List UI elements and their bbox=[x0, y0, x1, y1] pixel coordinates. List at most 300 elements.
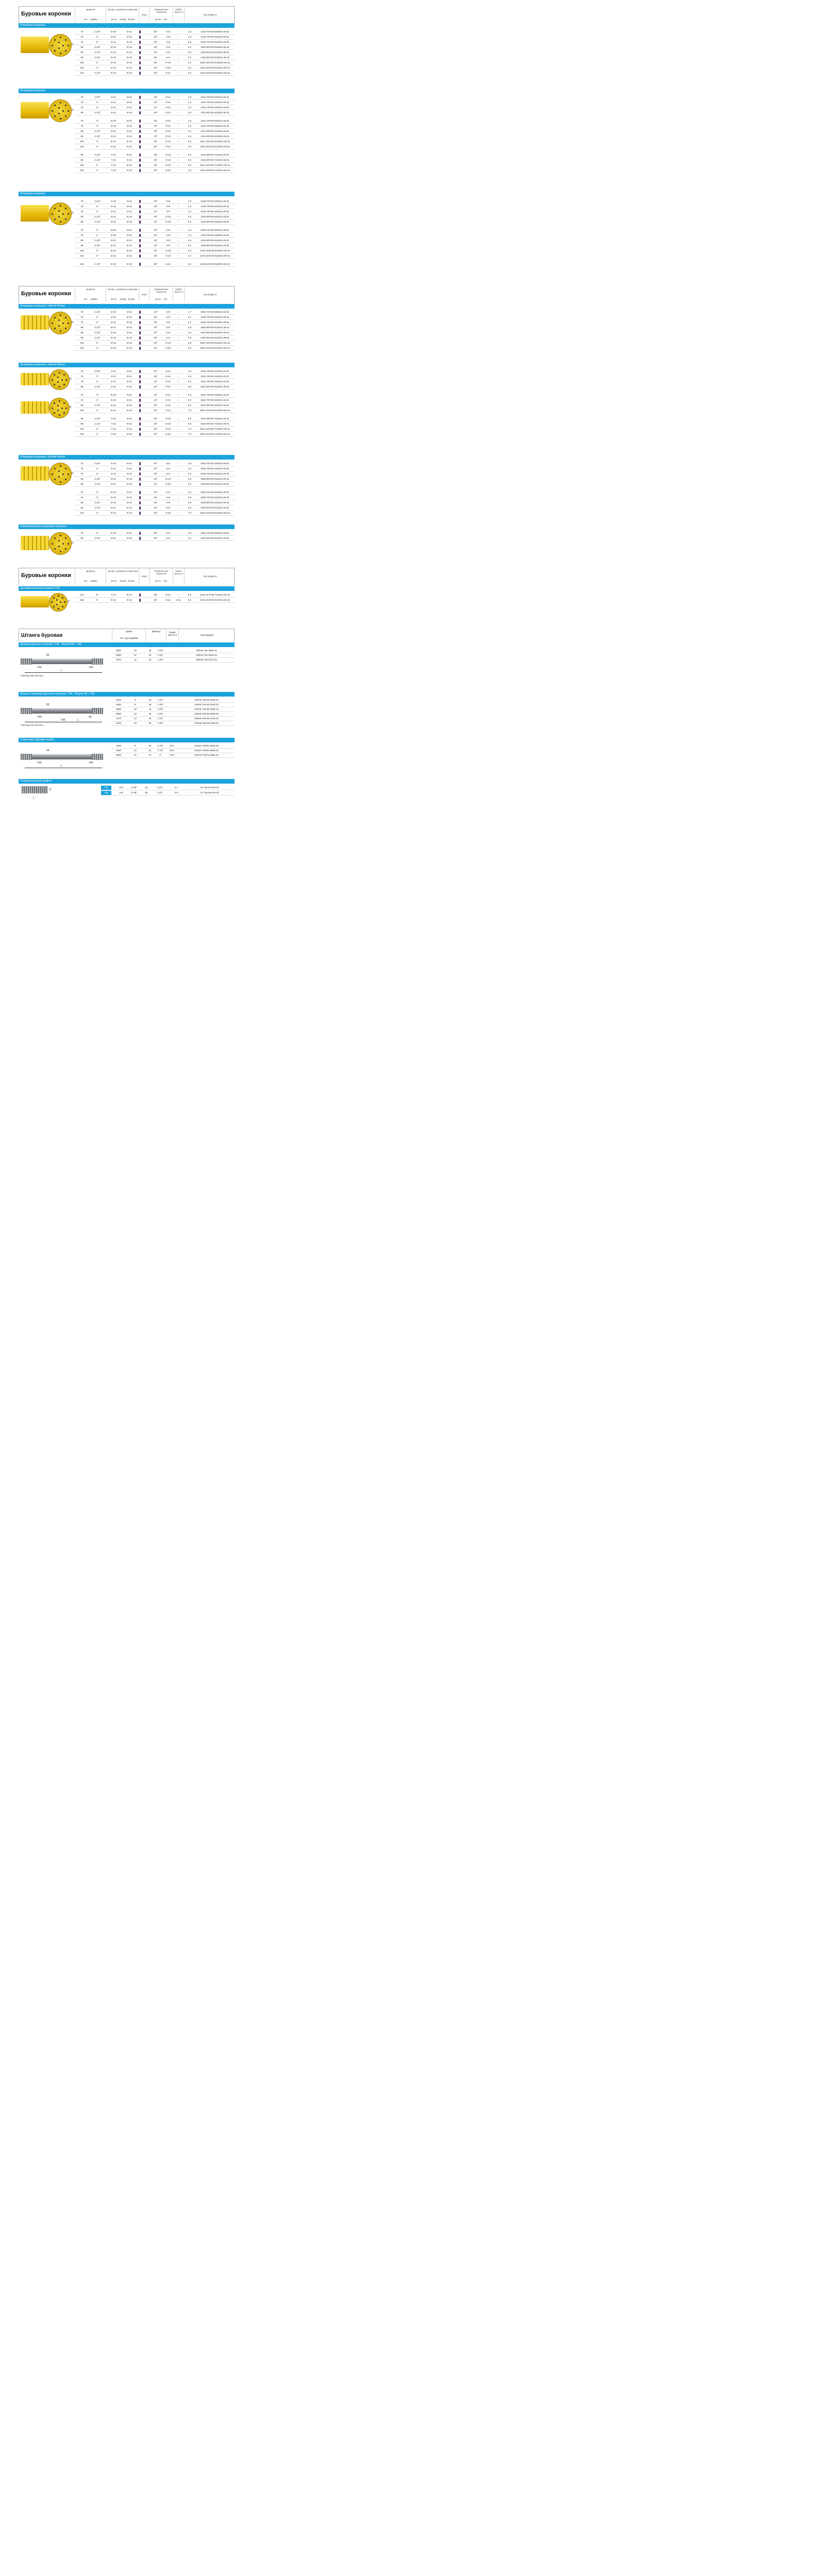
table-row bbox=[74, 369, 235, 374]
cell: 1432-102T45-513/814-45-31 bbox=[199, 66, 230, 69]
cell: 4×10 bbox=[165, 347, 171, 349]
cell: 3" bbox=[96, 210, 99, 213]
cell: – bbox=[177, 229, 179, 231]
table-row bbox=[74, 315, 235, 320]
cell: 115 bbox=[80, 263, 84, 265]
cell: – bbox=[177, 404, 179, 406]
cell: – bbox=[177, 501, 179, 504]
cell: 31-T45-63-210-23 bbox=[200, 786, 219, 789]
cell: 4.8 bbox=[188, 336, 192, 339]
cell: 3×8 bbox=[166, 200, 170, 202]
cell: 1632-76T45-610/811-45-51 bbox=[201, 532, 229, 534]
cell: 5×13 bbox=[110, 331, 116, 334]
table-row bbox=[74, 228, 235, 233]
button-shape-icon bbox=[139, 164, 141, 167]
cell: 4×11 bbox=[110, 375, 116, 378]
cell: 2×11 bbox=[165, 370, 171, 372]
button-shape-icon bbox=[139, 370, 141, 373]
cell: 8×11 bbox=[126, 125, 132, 127]
table-row bbox=[74, 168, 235, 173]
cell: – bbox=[177, 56, 179, 59]
cell: 4" bbox=[96, 342, 99, 344]
cell: 210 bbox=[119, 791, 123, 794]
drill-bit-image: D bbox=[21, 461, 72, 486]
cell: 6100 bbox=[115, 722, 121, 724]
cell: 1433-89T45-611/812-45-51 bbox=[201, 244, 229, 247]
cell: 4.0 bbox=[188, 164, 192, 166]
cell: 3.3 bbox=[188, 496, 192, 499]
cell: 35° bbox=[154, 321, 158, 324]
cell: 3" bbox=[96, 41, 99, 43]
cell: 2.5 bbox=[188, 532, 192, 534]
cell: 6×10 bbox=[110, 125, 116, 127]
table-row bbox=[74, 320, 235, 325]
cell: 1433-89T45-511/613-45-51 bbox=[201, 221, 229, 223]
cell: 70 bbox=[80, 200, 84, 202]
cell: 9×14 bbox=[110, 599, 116, 601]
cell: 3.1 bbox=[188, 316, 192, 318]
cell: 3 1/2" bbox=[94, 506, 101, 509]
table-header-2 bbox=[19, 286, 235, 303]
table-row bbox=[74, 219, 235, 225]
cell: – bbox=[177, 506, 179, 509]
cell: 2.7 bbox=[188, 311, 192, 313]
cell: 8×12 bbox=[126, 244, 132, 247]
cell: 1830 bbox=[115, 703, 121, 706]
cell: 3" bbox=[96, 532, 99, 534]
table-row bbox=[74, 144, 235, 149]
table-row bbox=[74, 45, 235, 50]
cell: 89 bbox=[80, 336, 84, 339]
cell: 3.2 bbox=[188, 154, 192, 156]
cell: 89 bbox=[80, 501, 84, 504]
cell: 3×10 bbox=[165, 428, 171, 430]
cell: 4×9 bbox=[166, 537, 170, 539]
table-row bbox=[111, 649, 235, 653]
cell: 5.0 bbox=[188, 404, 192, 406]
cell: 6×11 bbox=[126, 462, 132, 465]
cell: 1533-89T45-611/812-45-51 bbox=[201, 506, 229, 509]
cell: 35° bbox=[154, 594, 158, 596]
cell: 9×13 bbox=[126, 433, 132, 435]
cell: – bbox=[177, 96, 179, 98]
col-diameter-3: Диаметр mm дюймы bbox=[75, 568, 106, 584]
cell: 35° bbox=[154, 46, 158, 48]
button-shape-icon bbox=[139, 501, 141, 504]
cell: 2×12 bbox=[165, 130, 171, 132]
cell: 40° bbox=[154, 106, 158, 109]
button-shape-icon bbox=[139, 594, 141, 597]
table-row bbox=[111, 744, 235, 749]
cell: 8×14 bbox=[126, 599, 132, 601]
cell: 6×10 bbox=[110, 491, 116, 494]
cell: 6.2 bbox=[188, 263, 192, 265]
cell: 1531-89T45-413/813-45-31 bbox=[200, 385, 230, 388]
cell: 2×11 bbox=[165, 106, 171, 109]
cell: 4×10 bbox=[165, 61, 171, 64]
cell: 35° bbox=[154, 169, 158, 172]
table-row bbox=[74, 490, 235, 495]
cell: 35° bbox=[154, 491, 158, 494]
cell: 4×11 bbox=[110, 370, 116, 372]
cell: 8×12 bbox=[126, 135, 132, 138]
table-row bbox=[74, 50, 235, 55]
cell: 10' bbox=[133, 708, 137, 710]
cell: 12' bbox=[133, 754, 137, 756]
cell: 8×11 bbox=[126, 120, 132, 122]
cell: 3×10 bbox=[165, 483, 171, 485]
cell: 1533-70T45-410/611-45-31 bbox=[201, 462, 229, 465]
cell: 76 bbox=[80, 496, 84, 499]
button-shape-icon bbox=[139, 467, 141, 470]
table-row bbox=[74, 105, 235, 110]
cell: 6×13 bbox=[126, 221, 132, 223]
cell: 3.2 bbox=[188, 221, 192, 223]
cell: 8×12 bbox=[126, 316, 132, 318]
cell: 7.0 bbox=[188, 433, 192, 435]
cell: 64 bbox=[148, 744, 152, 747]
button-shape-icon bbox=[139, 336, 141, 340]
cell: 4×9 bbox=[166, 326, 170, 329]
cell: 35° bbox=[154, 239, 158, 242]
cell: 1 3/4" bbox=[157, 658, 163, 661]
cell: 35° bbox=[154, 154, 158, 156]
cell: – bbox=[177, 244, 179, 247]
cell: – bbox=[177, 255, 179, 257]
table-row bbox=[111, 721, 235, 726]
cell: 102 bbox=[80, 512, 84, 514]
cell: 4.0 bbox=[188, 169, 192, 172]
cell: 7×11 bbox=[110, 159, 116, 161]
dimension-label: L bbox=[77, 719, 79, 722]
table-row bbox=[74, 403, 235, 408]
dimension-label: 46 bbox=[46, 654, 49, 657]
cell: 8×13 bbox=[126, 51, 132, 54]
block-band: Штыревая коронка bbox=[19, 89, 235, 93]
cell: 4×9 bbox=[166, 336, 170, 339]
cell: 3.2 bbox=[188, 130, 192, 132]
dimension-label: D bbox=[49, 788, 52, 791]
cell: 4.4 bbox=[188, 61, 192, 64]
cell: 4×8 bbox=[166, 229, 170, 231]
cell: 3×9 bbox=[166, 467, 170, 470]
cell: – bbox=[177, 205, 179, 208]
cell: 3" bbox=[96, 399, 99, 401]
cell: 3.2 bbox=[188, 244, 192, 247]
cell: – bbox=[177, 111, 179, 114]
cell: 8×12 bbox=[126, 130, 132, 132]
button-shape-icon bbox=[139, 428, 141, 431]
cell: 24R46-T45-65-3050-23 bbox=[194, 708, 219, 710]
cell: 6×12 bbox=[110, 512, 116, 514]
cell: 1533-102T45-612/813-45-31 bbox=[199, 512, 230, 514]
cell: 35° bbox=[154, 205, 158, 208]
cell: 24R46-T45-65-3660-23 bbox=[194, 713, 219, 715]
cell: 3×8 bbox=[166, 472, 170, 475]
cell: 40° bbox=[154, 380, 158, 383]
cell: 8×12 bbox=[126, 537, 132, 539]
cell: 6×12 bbox=[110, 409, 116, 412]
cell: 6×11 bbox=[110, 239, 116, 242]
cell: 3.3 bbox=[188, 394, 192, 396]
button-shape-icon bbox=[139, 111, 141, 114]
table-row bbox=[74, 466, 235, 471]
cell: 3 1/2" bbox=[94, 239, 101, 242]
cell: 4×9 bbox=[166, 331, 170, 334]
cell: 23R46-T45-3660-23 bbox=[196, 654, 217, 656]
cell: 5.0 bbox=[188, 483, 192, 485]
cell: 4.0 bbox=[188, 145, 192, 148]
button-shape-icon bbox=[139, 599, 141, 602]
cell: 23R46-T45-3050-23 bbox=[196, 649, 217, 652]
cell: 3×10 bbox=[165, 159, 171, 161]
cell: 4×8 bbox=[166, 36, 170, 38]
cell: 8×11 bbox=[126, 106, 132, 109]
cell: 102 bbox=[80, 145, 84, 148]
drill-rod-image bbox=[25, 659, 102, 664]
cell: 2.3 bbox=[188, 205, 192, 208]
table-row bbox=[74, 163, 235, 168]
button-shape-icon bbox=[139, 263, 141, 266]
button-shape-icon bbox=[139, 101, 141, 104]
cell: 79.9 bbox=[170, 754, 174, 756]
table-row bbox=[74, 199, 235, 204]
cell: 6×11 bbox=[126, 491, 132, 494]
cell: 12' bbox=[133, 654, 137, 656]
table-header bbox=[19, 6, 235, 24]
table-row bbox=[74, 511, 235, 516]
cell: 2×13 bbox=[165, 409, 171, 412]
cell: 2 3/4" bbox=[94, 30, 101, 33]
cell: 1.9 bbox=[188, 96, 192, 98]
cell: 40° bbox=[154, 51, 158, 54]
cell: 12' bbox=[133, 713, 137, 715]
button-shape-icon bbox=[139, 244, 141, 247]
cell: – bbox=[177, 41, 179, 43]
cell: 5.0 bbox=[188, 501, 192, 504]
cell: 2×11 bbox=[165, 399, 171, 401]
cell: 35° bbox=[154, 140, 158, 143]
cell: 8×13 bbox=[126, 140, 132, 143]
cell: – bbox=[177, 145, 179, 148]
cell: 76 bbox=[80, 36, 84, 38]
table-row bbox=[74, 233, 235, 238]
cell: 6.8 bbox=[188, 347, 192, 349]
cell: – bbox=[177, 370, 179, 372]
table-row bbox=[74, 214, 235, 219]
cell: 24G64-T45/64-3660-23 bbox=[194, 749, 219, 752]
cell: 1 3/4" bbox=[157, 708, 163, 710]
cell: 4×11 bbox=[110, 467, 116, 470]
cell: 4×10 bbox=[165, 512, 171, 514]
cell: 1432-89T45-512/812-45-31 bbox=[200, 56, 230, 59]
cell: 35° bbox=[154, 409, 158, 412]
button-shape-icon bbox=[139, 61, 141, 64]
button-shape-icon bbox=[139, 394, 141, 397]
cell: 64 bbox=[148, 749, 152, 752]
cell: 2.9 bbox=[188, 370, 192, 372]
cell: 4" bbox=[96, 409, 99, 412]
cell: 6×13 bbox=[126, 483, 132, 485]
cell: 3 1/2" bbox=[94, 326, 101, 329]
table-row bbox=[111, 749, 235, 753]
cell: 66 bbox=[145, 791, 148, 794]
button-shape-icon bbox=[139, 483, 141, 486]
cell: 1433-89T45-511/613-45-31 bbox=[201, 215, 229, 218]
rod-band: Штанга круглого сечения, T45 - Round 46 - T45 bbox=[19, 642, 235, 647]
cell: 2.3 bbox=[188, 125, 192, 127]
cell: 35° bbox=[154, 347, 158, 349]
cell: 4×11 bbox=[110, 385, 116, 388]
table-row bbox=[74, 35, 235, 40]
cell: 8×12 bbox=[126, 41, 132, 43]
cell: 6×11 bbox=[126, 229, 132, 231]
rods-title: Штанга буровая bbox=[21, 633, 63, 638]
cell: – bbox=[177, 512, 179, 514]
cell: 35° bbox=[154, 537, 158, 539]
button-shape-icon bbox=[139, 145, 141, 148]
rod-band: Стартовая буровая труба bbox=[19, 738, 235, 742]
cell: 76 bbox=[80, 41, 84, 43]
cell: 3" bbox=[96, 36, 99, 38]
table-row bbox=[111, 712, 235, 717]
cell: 6×11 bbox=[110, 404, 116, 406]
cell: 1531-102T45-612/813-45-31 bbox=[199, 409, 230, 412]
cell: 3×9 bbox=[166, 205, 170, 208]
cell: 6' bbox=[134, 744, 137, 747]
cell: 210 bbox=[119, 786, 123, 789]
cell: 45 bbox=[148, 649, 152, 652]
cell: 6×10 bbox=[110, 496, 116, 499]
cell: 4×8 bbox=[166, 532, 170, 534]
cell: 3" bbox=[96, 375, 99, 378]
cell: 6×13 bbox=[126, 215, 132, 218]
cell: 35° bbox=[154, 263, 158, 265]
cell: 6×11 bbox=[126, 467, 132, 470]
button-shape-icon bbox=[139, 433, 141, 436]
cell: – bbox=[177, 433, 179, 435]
cell: 3×8 bbox=[166, 462, 170, 465]
cell: 8×14 bbox=[126, 594, 132, 596]
cell: 35° bbox=[154, 404, 158, 406]
cell: 4×11 bbox=[110, 111, 116, 114]
cell: 1431-102T45-712/912-45-31 bbox=[199, 164, 230, 166]
cell: 1433-76T45-411/611-45-31 bbox=[201, 205, 229, 208]
cell: 35° bbox=[154, 501, 158, 504]
cell: 8×12 bbox=[126, 336, 132, 339]
cell: 89 bbox=[80, 56, 84, 59]
rods-col-code: Код продукта bbox=[178, 629, 236, 641]
cell: – bbox=[177, 200, 179, 202]
table-row bbox=[111, 707, 235, 712]
bits-section-1 bbox=[19, 6, 235, 24]
cell: – bbox=[177, 249, 179, 252]
cell: 102 bbox=[80, 428, 84, 430]
cell: 3 1/2" bbox=[94, 159, 101, 161]
cell: 8×11 bbox=[126, 234, 132, 236]
cell: 35° bbox=[154, 66, 158, 69]
table-row bbox=[74, 598, 235, 603]
cell: 3×10 bbox=[165, 154, 171, 156]
drill-bit-image: D bbox=[21, 369, 72, 389]
cell: 2×13 bbox=[165, 140, 171, 143]
button-shape-icon bbox=[139, 478, 141, 481]
cell: 1 3/4" bbox=[157, 654, 163, 656]
cell: 1431-76T45-610/811-45-51 bbox=[201, 125, 229, 127]
cell: 8×11 bbox=[126, 30, 132, 33]
cell: 1431-76T45-610/811-45-31 bbox=[201, 120, 229, 122]
cell: 4×8 bbox=[166, 311, 170, 313]
cell: – bbox=[177, 239, 179, 242]
cell: 3×11 bbox=[165, 599, 171, 601]
cell: 4.4 bbox=[188, 66, 192, 69]
cell: 3.2 bbox=[188, 159, 192, 161]
cell: 1533-76T45-610/611-45-31 bbox=[201, 491, 229, 494]
cell: 3" bbox=[96, 394, 99, 396]
table-row bbox=[74, 398, 235, 403]
cell: 45 bbox=[148, 658, 152, 661]
cell: 35° bbox=[154, 506, 158, 509]
cell: 1432-102T45-513/813-45-31 bbox=[199, 61, 230, 64]
cell: 1441-127T45-714/814-45-31 bbox=[199, 594, 230, 596]
cell: – bbox=[177, 342, 179, 344]
cell: 9×13 bbox=[126, 169, 132, 172]
dimension-label: T45 bbox=[37, 761, 42, 765]
cell: – bbox=[177, 483, 179, 485]
cell: 6" bbox=[96, 599, 99, 601]
cell: 3 1/2" bbox=[94, 483, 101, 485]
cell: 5.0 bbox=[188, 422, 192, 425]
cell: 9×12 bbox=[126, 164, 132, 166]
cell: 4×10 bbox=[165, 255, 171, 257]
cell: 3 1/2" bbox=[94, 422, 101, 425]
col-code-2: Код продукта bbox=[184, 286, 236, 302]
cell: 35° bbox=[154, 164, 158, 166]
cell: 3.2 bbox=[188, 215, 192, 218]
cell: 14' bbox=[133, 717, 137, 720]
dimension-label: 64 bbox=[46, 749, 49, 752]
cell: 4×8 bbox=[166, 496, 170, 499]
cell: 2.5 bbox=[188, 36, 192, 38]
cell: 8×12 bbox=[126, 321, 132, 324]
cell: 3" bbox=[96, 101, 99, 104]
cell: 7×14 bbox=[110, 594, 116, 596]
cell: 89 bbox=[80, 244, 84, 247]
cell: 4×10 bbox=[110, 200, 116, 202]
cell: 76 bbox=[80, 205, 84, 208]
cell: 6×10 bbox=[110, 234, 116, 236]
cell: – bbox=[177, 140, 179, 143]
cell: 8×13 bbox=[126, 249, 132, 252]
cell: 3 1/2" bbox=[94, 537, 101, 539]
button-shape-icon bbox=[139, 130, 141, 133]
drill-rod-image bbox=[25, 754, 102, 759]
button-shape-icon bbox=[139, 417, 141, 420]
cell: – bbox=[177, 496, 179, 499]
thread-icon bbox=[92, 708, 103, 714]
cell: 7×12 bbox=[110, 428, 116, 430]
dimension-label: 65 bbox=[46, 703, 49, 706]
cell: 4×8 bbox=[166, 41, 170, 43]
cell: 3 1/2" bbox=[94, 501, 101, 504]
cell: 8 1/8" bbox=[131, 786, 137, 789]
cell: 1432-76T45-511/812-45-51 bbox=[201, 41, 229, 43]
cell: 24R46-T45-65-1525-23 bbox=[194, 699, 219, 701]
button-shape-icon bbox=[139, 311, 141, 314]
table-row bbox=[111, 753, 235, 758]
cell: – bbox=[177, 336, 179, 339]
table-row bbox=[74, 471, 235, 477]
